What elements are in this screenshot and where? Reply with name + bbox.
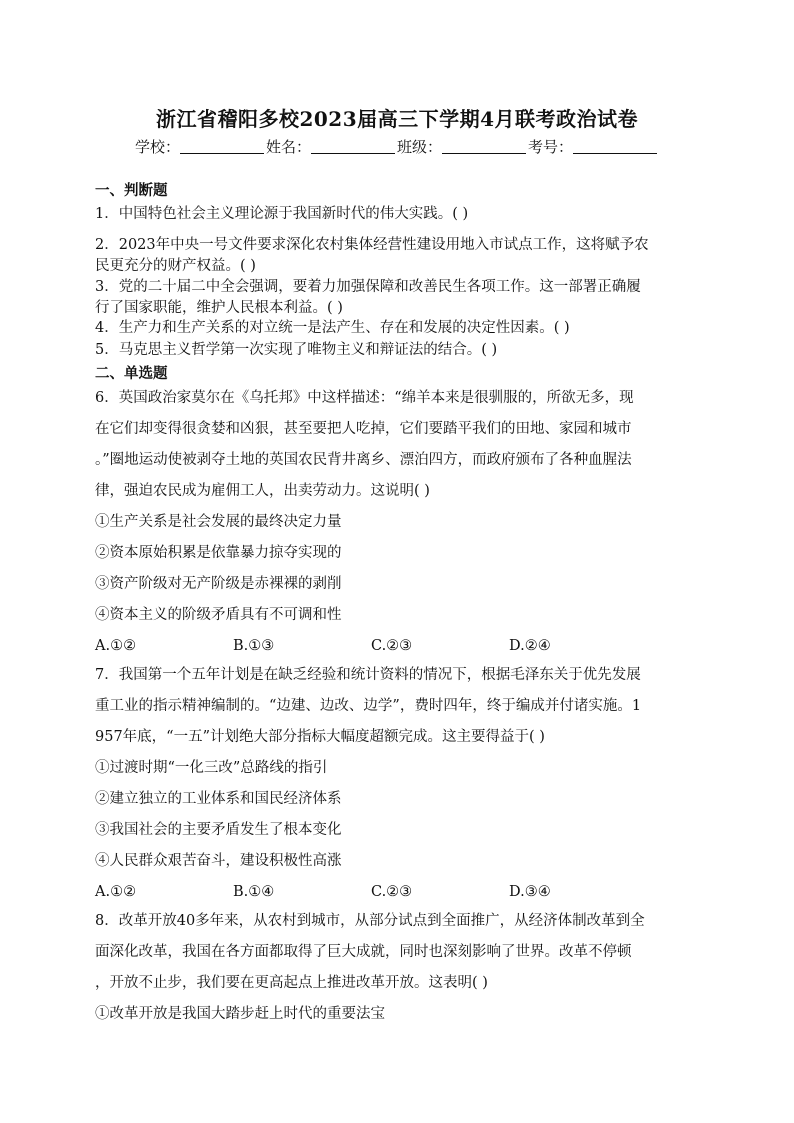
question-7-item-1: ①过渡时期“一化三改”总路线的指引 xyxy=(95,760,328,776)
question-8-line-1: 8．改革开放40多年来，从农村到城市，从部分试点到全面推广，从经济体制改革到全 xyxy=(95,913,645,929)
question-7-option-b[interactable]: B.①④ xyxy=(233,884,275,900)
name-blank[interactable] xyxy=(311,139,395,154)
question-8-line-2: 面深化改革，我国在各方面都取得了巨大成就，同时也深刻影响了世界。改革不停顿 xyxy=(95,944,632,960)
school-blank[interactable] xyxy=(180,139,264,154)
question-6-item-1: ①生产关系是社会发展的最终决定力量 xyxy=(95,514,342,530)
page-title: 浙江省稽阳多校2023届高三下学期4月联考政治试卷 xyxy=(155,107,639,131)
question-7-option-c[interactable]: C.②③ xyxy=(371,884,413,900)
school-label: 学校： xyxy=(134,138,180,156)
question-6-item-2: ②资本原始积累是依靠暴力掠夺实现的 xyxy=(95,545,342,561)
number-blank[interactable] xyxy=(573,139,657,154)
section-heading-judgment: 一、判断题 xyxy=(95,182,168,199)
question-6-line-4: 律，强迫农民成为雇佣工人，出卖劳动力。这说明( ) xyxy=(95,483,430,499)
question-6-option-c[interactable]: C.②③ xyxy=(371,638,413,654)
question-8-item-1: ①改革开放是我国大踏步赶上时代的重要法宝 xyxy=(95,1006,385,1022)
question-7-option-d[interactable]: D.③④ xyxy=(509,884,551,900)
name-label: 姓名： xyxy=(265,138,311,156)
section-heading-single-choice: 二、单选题 xyxy=(95,365,168,382)
question-6-option-d[interactable]: D.②④ xyxy=(509,638,551,654)
question-2-line-1: 2．2023年中央一号文件要求深化农村集体经营性建设用地入市试点工作，这将赋予农 xyxy=(95,237,649,253)
question-7-line-1: 7．我国第一个五年计划是在缺乏经验和统计资料的情况下，根据毛泽东关于优先发展 xyxy=(95,667,641,683)
question-7-item-2: ②建立独立的工业体系和国民经济体系 xyxy=(95,791,342,807)
question-7-option-a[interactable]: A.①② xyxy=(95,884,137,900)
question-6-option-b[interactable]: B.①③ xyxy=(233,638,275,654)
question-7-item-3: ③我国社会的主要矛盾发生了根本变化 xyxy=(95,822,342,838)
question-6-line-2: 在它们却变得很贪婪和凶狠，甚至要把人吃掉，它们要踏平我们的田地、家园和城市 xyxy=(95,421,632,437)
question-8-line-3: ，开放不止步，我们要在更高起点上推进改革开放。这表明( ) xyxy=(95,975,488,991)
question-7-item-4: ④人民群众艰苦奋斗，建设积极性高涨 xyxy=(95,853,342,869)
question-6-item-3: ③资产阶级对无产阶级是赤裸裸的剥削 xyxy=(95,576,342,592)
class-blank[interactable] xyxy=(442,139,526,154)
question-6-line-1: 6．英国政治家莫尔在《乌托邦》中这样描述：“绵羊本来是很驯服的，所欲无多，现 xyxy=(95,390,634,406)
question-7-line-2: 重工业的指示精神编制的。“边建、边改、边学”，费时四年，终于编成并付诸实施。1 xyxy=(95,698,642,714)
number-label: 考号： xyxy=(528,138,574,156)
student-info-line xyxy=(0,136,794,157)
question-6-option-a[interactable]: A.①② xyxy=(95,638,137,654)
question-7-line-3: 957年底，“一五”计划绝大部分指标大幅度超额完成。这主要得益于( ) xyxy=(95,729,545,745)
question-1: 1．中国特色社会主义理论源于我国新时代的伟大实践。( ) xyxy=(95,206,469,222)
question-5: 5．马克思主义哲学第一次实现了唯物主义和辩证法的结合。( ) xyxy=(95,342,498,358)
class-label: 班级： xyxy=(397,138,443,156)
question-3-line-1: 3．党的二十届二中全会强调，要着力加强保障和改善民生各项工作。这一部署正确履 xyxy=(95,279,641,295)
question-3-line-2: 行了国家职能，维护人民根本利益。( ) xyxy=(95,300,343,316)
question-6-line-3: 。”圈地运动使被剥夺土地的英国农民背井离乡、漂泊四方，而政府颁布了各种血腥法 xyxy=(95,452,632,468)
question-2-line-2: 民更充分的财产权益。( ) xyxy=(95,258,256,274)
question-4: 4．生产力和生产关系的对立统一是法产生、存在和发展的决定性因素。( ) xyxy=(95,320,570,336)
question-6-item-4: ④资本主义的阶级矛盾具有不可调和性 xyxy=(95,607,342,623)
